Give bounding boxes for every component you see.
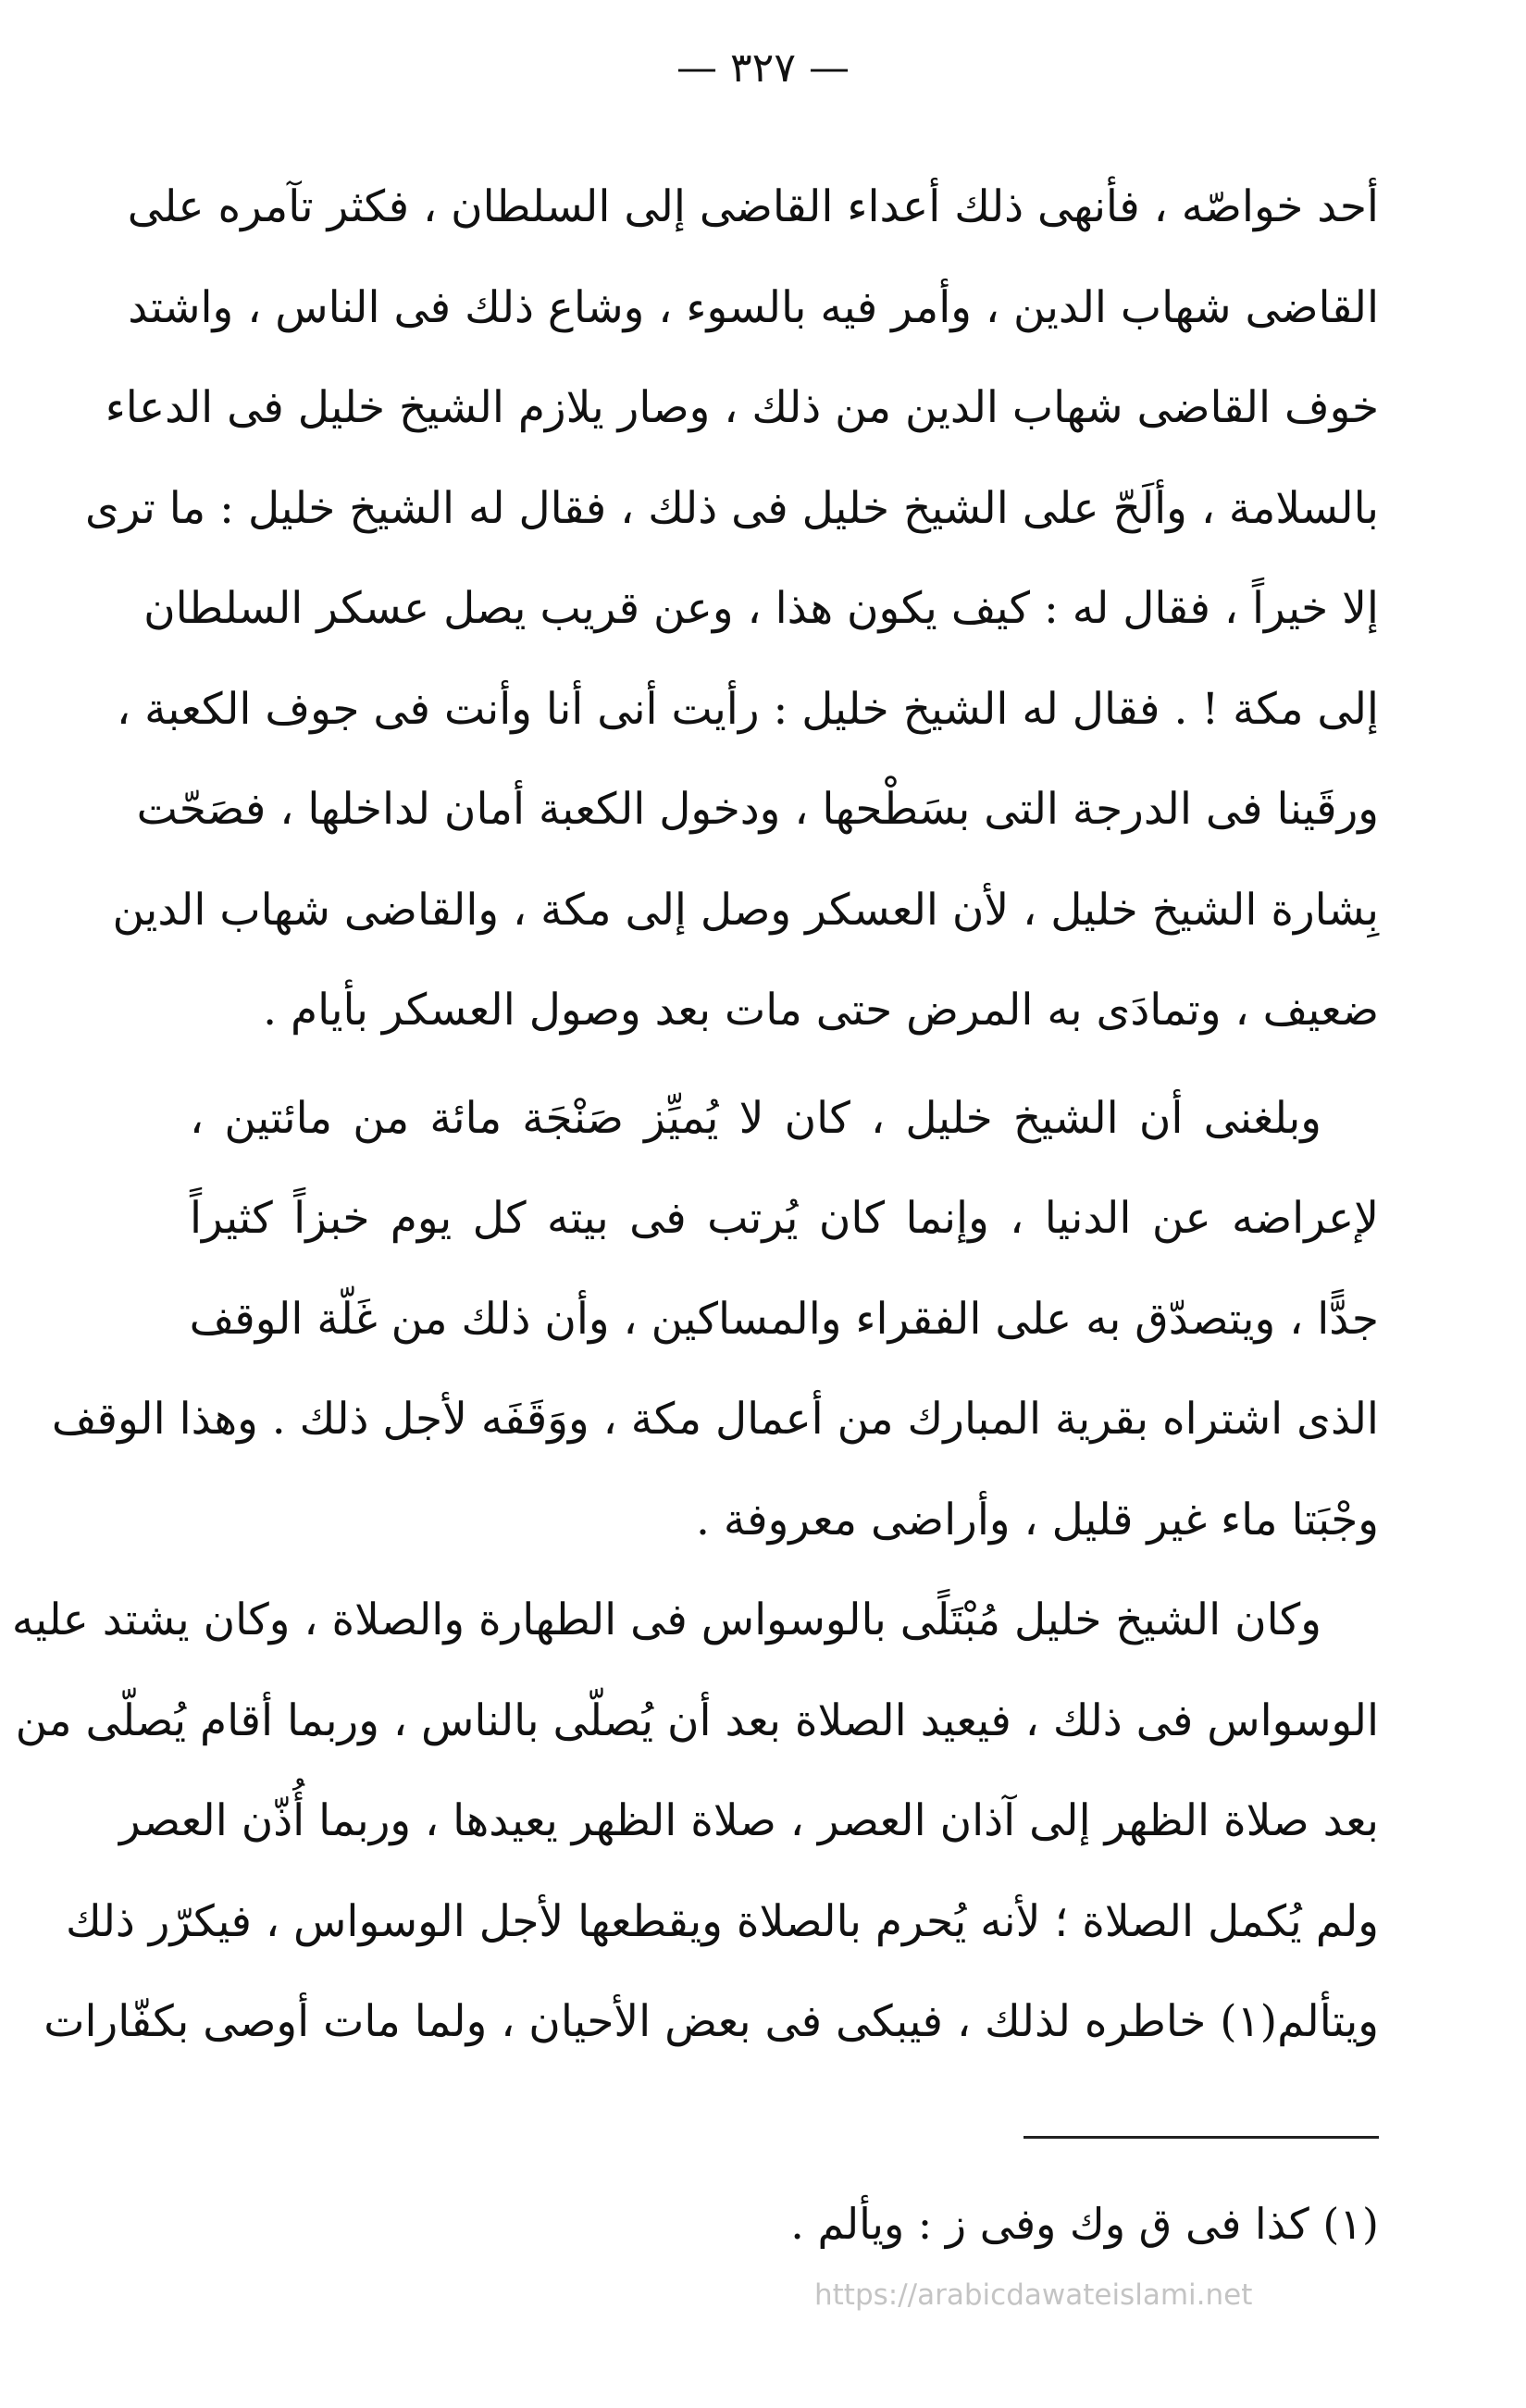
text-line: بِشارة الشيخ خليل ، لأن العسكر وصل إلى مكة ، والقاضى شهاب الدين [112,884,1379,936]
footnote: (١) كذا فى ق وك وفى ز : ويألم . [790,2199,1379,2249]
text-line: خوف القاضى شهاب الدين من ذلك ، وصار يلازم الشيخ خليل فى الدعاء [105,382,1379,433]
paragraph [11,1570,1379,2073]
text-line: إلى مكة ! . فقال له الشيخ خليل : رأيت أنى أنا وأنت فى جوف الكعبة ، [116,683,1379,735]
paragraph [85,157,1379,1061]
text-line: ضعيف ، وتمادَى به المرض حتى مات بعد وصول العسكر بأيام . [263,985,1379,1036]
text-line: الذى اشتراه بقرية المبارك من أعمال مكة ، ووَقَفَه لأجل ذلك . وهذا الوقف [51,1394,1379,1445]
text-line: بعد صلاة الظهر إلى آذان العصر ، صلاة الظهر يعيدها ، وربما أُذّن العصر [119,1795,1379,1846]
text-line: وجْبَتا ماء غير قليل ، وأراضى معروفة . [696,1494,1379,1545]
text-line: ويتألم(١) خاطره لذلك ، فيبكى فى بعض الأحيان ، ولما مات أوصى بكفّارات [43,1996,1379,2047]
text-line: وبلغنى أن الشيخ خليل ، كان لا يُميِّز صَنْجَة مائة من مائتين ، [190,1092,1321,1144]
footnote-divider [1024,2136,1379,2139]
paragraph-gap [190,1061,1379,1069]
body-text [11,157,1379,2073]
text-line: ولم يُكمل الصلاة ؛ لأنه يُحرم بالصلاة ويقطعها لأجل الوسواس ، فيكرّر ذلك [65,1895,1379,1947]
text-line: إلا خيراً ، فقال له : كيف يكون هذا ، وعن قريب يصل عسكر السلطان [143,583,1379,634]
text-line: بالسلامة ، وألَحّ على الشيخ خليل فى ذلك ، فقال له الشيخ خليل : ما ترى [85,482,1379,534]
text-line: ورقَينا فى الدرجة التى بسَطْحها ، ودخول الكعبة أمان لداخلها ، فصَحّت [136,784,1379,835]
page-number: — ٣٢٧ — [676,44,850,92]
paragraph [51,1069,1379,1571]
text-line: الوسواس فى ذلك ، فيعيد الصلاة بعد أن يُصلّى بالناس ، وربما أقام يُصلّى من [15,1694,1379,1746]
text-line: لإعراضه عن الدنيا ، وإنما كان يُرتب فى بيته كل يوم خبزاً كثيراً [190,1193,1379,1244]
text-line: جدًّا ، ويتصدّق به على الفقراء والمساكين ، وأن ذلك من غَلّة الوقف [189,1293,1379,1345]
text-line: وكان الشيخ خليل مُبْتَلًى بالوسواس فى الطهارة والصلاة ، وكان يشتد عليه [11,1595,1321,1645]
watermark-url: https://arabicdawateislami.net [814,2278,1253,2312]
text-line: القاضى شهاب الدين ، وأمر فيه بالسوء ، وشاع ذلك فى الناس ، واشتد [128,281,1379,333]
text-line: أحد خواصّه ، فأنهى ذلك أعداء القاضى إلى السلطان ، فكثر تآمره على [127,181,1379,232]
